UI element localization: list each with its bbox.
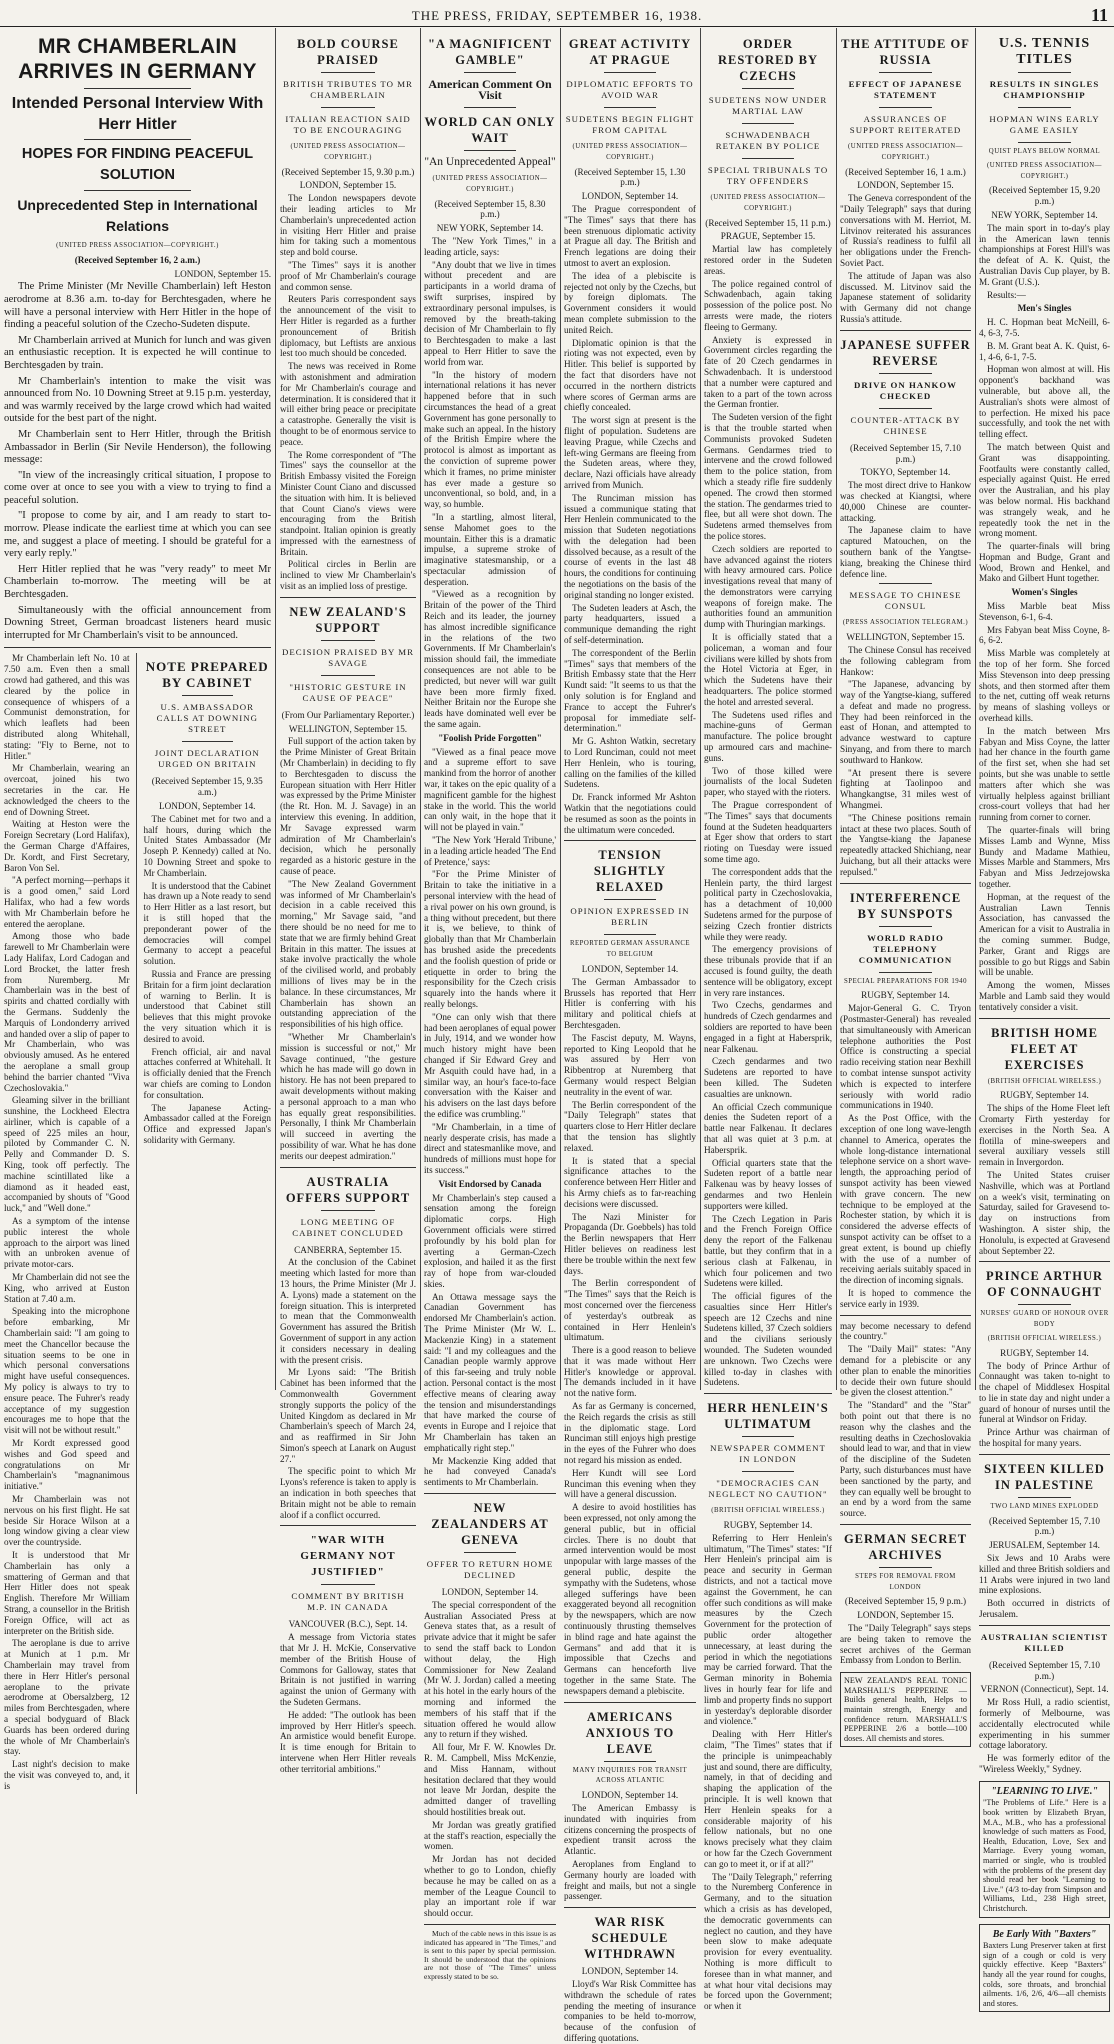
- lead-continuation-column: [4, 653, 130, 1793]
- masthead: [0, 0, 1114, 27]
- story-subheadline: SPECIAL TRIBUNALS TO TRY OFFENDERS: [707, 165, 829, 186]
- cabinet-note-story: [144, 653, 271, 1793]
- article-paragraph: Among those who bade farewell to Mr Chamberlain were Lady Halifax, Lord Cadogan and Lord Brocket, the latter fresh from Nuremberg. Mr Chamberlain was in the best of spirits and chatted cordially with the Germans. Suddenly the Marquis of Londonderry arrived and handed over a slip of paper to Mr Chamberlain, who was obviously amused. As he entered the aeroplane a small group behind the barrier chanted "Viva Czechoslovakia.": [4, 931, 130, 1093]
- dateline: VERNON (Connecticut), Sept. 14.: [980, 1684, 1109, 1695]
- result-line: H. C. Hopman beat McNeill, 6-4, 6-3, 7-5.: [979, 317, 1110, 338]
- article-paragraph: All four, Mr F. W. Knowles Dr. R. M. Campbell, Miss McKenzie, and Miss Hannam, without hesitation declared that they would not leave Mr Jordan, despite the admitted danger of travelling should hostilities break out.: [424, 1742, 556, 1817]
- dateline: WELLINGTON, September 15.: [288, 723, 408, 734]
- story-headline: BOLD COURSE PRAISED: [297, 37, 399, 67]
- article-paragraph: "The Chinese positions remain intact at these two places. South of the Yangtse-kiang the Japanese repeatedly attacked Shichiang, near Juichang, but all their attacks were repulsed.": [840, 812, 971, 877]
- dateline: RUGBY, September 14.: [1000, 1090, 1089, 1101]
- article-paragraph: The American Embassy is inundated with inquiries from citizens concerning the prospects of expedient transit across the Atlantic.: [564, 1802, 696, 1857]
- article-paragraph: "At present there is severe fighting at Taolinpoo and Whangkangtse, 31 miles west of Whangmei.: [840, 767, 971, 811]
- article-paragraph: Major-General G. C. Tryon (Postmaster-General) has revealed that simultaneously with American telephone authorities the Post Office is constructing a special radio receiving station near Bexhill to combat intense sunspot activity which is expected to interfere seriously with world radio communications in 1940.: [840, 1003, 971, 1111]
- received-time: (Received September 15, 9.30 p.m.): [281, 166, 415, 177]
- column-rule: [975, 28, 976, 1390]
- story-subheadline: MANY INQUIRIES FOR TRANSIT ACROSS ATLANTIC: [572, 1766, 688, 1785]
- article-paragraph: The quarter-finals will bring Misses Lamb and Wynne, Miss Bundy and Madame Mathieu, Misses Marble and Stammers, Mrs Fabyan and Miss Jedrzejowska together.: [979, 825, 1110, 889]
- story-subheadline: SPECIAL PREPARATIONS FOR 1940: [844, 977, 967, 985]
- story-subheadline: "DEMOCRACIES CAN NEGLECT NO CAUTION": [708, 1478, 828, 1500]
- service-credit: (UNITED PRESS ASSOCIATION—COPYRIGHT.): [572, 143, 688, 161]
- dateline: LONDON, September 15.: [174, 268, 271, 279]
- article-paragraph: "For the Prime Minister of Britain to take the initiative in a personal interview with the head of a rival power on his own ground, is a thing without precedent, but there it is, we believe, to think of globally than that Mr Chamberlain has brushed aside the precedents and the foolish question of pride or etiquette in order to bring the responsibility for the Czech crisis squarely into the hands where it really belongs.: [424, 869, 556, 1009]
- article-paragraph: The United States cruiser Nashville, which was at Portland on a week's visit, terminating on Saturday, sailed for Gravesend to-day on instructions from Washington. A sister ship, the Honolulu, is expected at Gravesend about September 22.: [979, 1169, 1110, 1256]
- article-paragraph: He added: "The outlook has been improved by Herr Hitler's speech. An armistice would benefit Europe. It is time enough for Britain to intervene when Herr Hitler reveals other territorial ambitions.": [280, 1709, 416, 1774]
- story-subheadline: MESSAGE TO CHINESE CONSUL: [849, 590, 962, 612]
- article-paragraph: Mr Ross Hull, a radio scientist, formerly of Melbourne, was accidentally electrocuted while experimenting in his summer cottage laboratory.: [979, 1697, 1110, 1751]
- dateline: CANBERRA, September 15.: [294, 1244, 402, 1255]
- article-paragraph: The Prague correspondent of "The Times" says that documents found at the Sudeten headquarters at Eger show that orders to start rioting on Tuesday were issued some time ago.: [704, 800, 832, 865]
- article-paragraph: Hopman, at the request of the Australian Lawn Tennis Association, has canvassed the American for a visit to Australia in the coming summer. Budge, Parker, Grant and Riggs are possible to go but Riggs and Sabin will be unable.: [979, 891, 1110, 978]
- lead-body: [4, 281, 271, 642]
- article-paragraph: Two Czechs, gendarmes and hundreds of Czech gendarmes and soldiers are reported to have been engaged in a fight at Habersprik, near Falkenau.: [704, 1000, 832, 1054]
- article-paragraph: Political circles in Berlin are inclined to view Mr Chamberlain's visit as an implied loss of prestige.: [280, 559, 416, 592]
- article-paragraph: The main sport in to-day's play in the American lawn tennis championships at Forest Hill's was the defeat of A. K. Quist, the Australian Davis Cup player, by B. M. Grant (U.S.).: [979, 222, 1110, 287]
- result-line: B. M. Grant beat A. K. Quist, 6-1, 4-6, 6-1, 7-5.: [979, 340, 1110, 362]
- article-paragraph: "The New York 'Herald Tribune,' in a leading article headed 'The End of Pretence,' says:: [424, 835, 556, 867]
- story-headline: THE ATTITUDE OF RUSSIA: [841, 37, 970, 67]
- article-paragraph: Czech soldiers are reported to have advanced against the rioters with heavy armoured cars. Police investigations reveal that many of the demonstrators were carrying weapons of foreign make. The authorities found an ammunition dump with Thuringian markings.: [704, 543, 832, 630]
- column-russia: [840, 30, 971, 1743]
- article-paragraph: "In a startling, almost literal, sense Mahomet goes to the mountain. Either this is a dramatic impulse, a supreme stroke of imaginative statesmanship, or a spectacular admission of desperation.: [424, 511, 556, 587]
- article-paragraph: Martial law has completely restored order in the Sudeten areas.: [704, 244, 832, 276]
- service-credit: (UNITED PRESS ASSOCIATION—COPYRIGHT.): [56, 242, 219, 249]
- column-rule: [700, 28, 701, 1390]
- lead-paragraph: Mr Chamberlain arrived at Munich for lunch and was given an enthusiastic reception. It is expected he will continue to Berchtesgaden by train.: [4, 334, 271, 371]
- story-headline: TENSION SLIGHTLY RELAXED: [593, 848, 667, 895]
- lead-paragraph: Simultaneously with the official announcement from Downing Street, German broadcast listeners heard music interrupted for Mr Chamberlain's visit to be announced.: [4, 604, 271, 641]
- column-rule: [560, 28, 561, 1390]
- article-paragraph: He was formerly editor of the "Wireless Weekly," Sydney.: [979, 1753, 1110, 1775]
- story-subheadline: U.S. AMBASSADOR CALLS AT DOWNING STREET: [156, 702, 258, 735]
- article-paragraph: Russia and France are pressing Britain for a firm joint declaration of warning to Berlin. It is understood that Cabinet still believes that this might provoke the very situation which it is desired to avoid.: [143, 968, 271, 1044]
- article-paragraph: The "Daily Mail" states: "Any demand for a plebiscite or any other plan to enable the minorities to decide their own future should be given the closest attention.": [840, 1344, 971, 1398]
- lead-paragraph: "I propose to come by air, and I am ready to start to-morrow. Please indicate the earliest time at which you can see me, and suggest a place of meeting. I should be grateful for a very early reply.": [4, 510, 271, 560]
- article-paragraph: The idea of a plebiscite is rejected not only by the Czechs, but by foreign diplomats. The Government considers it would mean complete submission to the united Reich.: [564, 270, 696, 335]
- story-subheadline: SUDETENS BEGIN FLIGHT FROM CAPITAL: [565, 114, 695, 135]
- story-subheadline: NURSES' GUARD OF HONOUR OVER BODY: [980, 1310, 1109, 1329]
- article-paragraph: The Sudetens used rifles and machine-guns of German manufacture. The police brought up armoured cars and machine-guns.: [704, 709, 832, 763]
- article-paragraph: The body of Prince Arthur of Connaught was taken to-night to the chapel of Middlesex Hospital to lie in state day and night under a guard of honour of nurses until the funeral at Windsor on Friday.: [979, 1360, 1110, 1425]
- article-paragraph: French official, air and naval attaches conferred at Whitehall. It is officially denied that the French war chiefs are coming to London for consultation.: [143, 1046, 271, 1100]
- story-subheadline: SUDETENS NOW UNDER MARTIAL LAW: [708, 95, 828, 116]
- story-subheadline: OFFER TO RETURN HOME DECLINED: [426, 1559, 554, 1581]
- article-paragraph: The Fascist deputy, M. Wayns, reported to King Leopold that he was assured by Herr von Ribbentrop at Nuremberg that Germany would respect Belgian neutrality in the event of war.: [564, 1032, 696, 1097]
- dateline: WELLINGTON, September 15.: [846, 632, 965, 643]
- article-paragraph: The official figures of the casualties since Herr Hitler's speech are 12 Czechs and nine Sudetens killed, 37 Czech soldiers and the civilians seriously wounded. The Sudeten wounded are unknown. Two Czechs were killed to-day in clashes with Sudetens.: [704, 1291, 832, 1388]
- column-rule: [275, 28, 276, 1390]
- service-credit: (PRESS ASSOCIATION TELEGRAM.): [842, 619, 969, 627]
- article-paragraph: The Runciman mission has issued a communique stating that Herr Henlein communicated to the mission that Sudeten negotiations with the delegation had been dissolved because, as a result of the course of events in the last 48 hours, the conditions for continuing the negotiations on the basis of the original standing no longer existed.: [564, 492, 696, 600]
- story-subheadline: HOPMAN WINS EARLY GAME EASILY: [989, 114, 1100, 135]
- article-paragraph: The "Daily Telegraph" says steps are being taken to remove the secret archives of the German Embassy from London to Berlin.: [840, 1623, 971, 1666]
- received-time: (Received September 15, 9.20 p.m.): [989, 185, 1100, 207]
- article-paragraph: An official Czech communique denies the Sudeten report of a battle near Falkenau. It declares that all was quiet at 3 p.m. at Habersprik.: [704, 1101, 832, 1155]
- lead-subheadline-3: Unprecedented Step in International Relations: [17, 197, 258, 234]
- article-paragraph: A desire to avoid hostilities has been expressed, not only among the general public, but in official circles. There is no doubt that armed intervention would be most unpopular with large masses of the general public, despite the sympathy with the Sudetens, whose alleged sufferings have been exaggerated beyond all recognition by the newspapers, which are now continuously thrusting themselves in blind rage and hate against the Germans" and add that it is impossible that Czechs and Germans can henceforth live together in the same State. The newspapers demand a plebiscite.: [564, 1502, 696, 1696]
- article-paragraph: The Rome correspondent of "The Times" says the counsellor at the British Embassy visited the Foreign Minister Count Ciano and discussed the situation with him. It is believed that Count Ciano's views were encouraging from the British standpoint. Italian opinion is greatly impressed with the earnestness of Britain.: [280, 449, 416, 557]
- article-paragraph: The specific point to which Mr Lyons's reference is taken to apply is an indication in both speeches that Britain might not be able to remain aloof if a conflict occurred.: [280, 1466, 416, 1520]
- article-paragraph: "Any doubt that we live in times without precedent and are participants in a world drama of swift surprises, inspired by extraordinary personal impulses, is removed by the breath-taking decision of Mr Chamberlain to fly to Berchtesgaden to make a last appeal to Herr Hitler to save the world from war.: [424, 259, 556, 367]
- lead-paragraph: Herr Hitler replied that he was "very ready" to meet Mr Chamberlain to-morrow. The meeting will be at Berchtesgaden.: [4, 563, 271, 601]
- dateline: LONDON, September 14.: [441, 1587, 539, 1598]
- article-paragraph: The aeroplane is due to arrive at Munich at 1 p.m. Mr Chamberlain may travel from there in Herr Hitler's personal aeroplane to the private aerodrome at Obersalzberg, 12 miles from Berchtesgaden, where a special bodyguard of Black Guards has been ordered during the whole of Mr Chamberlain's stay.: [4, 1638, 130, 1757]
- article-paragraph: Dr. Franck informed Mr Ashton Watkin that the negotiations could be resumed as soon as the points in the ultimatum were conceded.: [564, 792, 696, 835]
- column-lead-story: [4, 30, 271, 1791]
- article-paragraph: The correspondent of the Berlin "Times" says that members of the British Embassy state that the Herr Kundt said: "It seems to us that the only solution is for England and France to accept the Fuhrer's proposal for immediate self-determination.": [564, 647, 696, 734]
- story-headline: AUSTRALIAN SCIENTIST KILLED: [980, 1631, 1109, 1653]
- ad-title: "LEARNING TO LIVE.": [991, 1785, 1098, 1797]
- article-paragraph: Herr Kundt will see Lord Runciman this evening when they will have a general discussion.: [564, 1467, 696, 1500]
- dateline: NEW YORK, September 14.: [436, 223, 544, 234]
- result-line: Miss Marble beat Miss Stevenson, 6-1, 6-4.: [979, 601, 1110, 622]
- result-line: Mrs Fabyan beat Miss Coyne, 8-6, 6-2.: [979, 624, 1110, 646]
- article-paragraph: "Mr Chamberlain, in a time of nearly desperate crisis, has made a direct and statesmanlike move, and hundreds of millions must hope for its success.": [424, 1121, 556, 1175]
- article-paragraph: Mr Jordan has not decided whether to go to London, chiefly because he may be called on as a member of the League Council to play an important role if war should occur.: [424, 1854, 556, 1919]
- article-paragraph: Dealing with Herr Hitler's claim, "The Times" states that if the principle is unimpeachably just and sound, there are difficulty, namely, in that of deciding and shaping the application of the principle. It is well known that Herr Henlein speaks for a considerable majority of his fellow nationals, but no one knows precisely what they claim or how far the Czech Government can go to meet it, or if at all?": [704, 1729, 832, 1869]
- dateline: RUGBY, September 14.: [723, 1520, 813, 1531]
- column-order-restored: [704, 30, 832, 2012]
- received-time: (Received September 15, 7.10 p.m.): [989, 1659, 1100, 1681]
- story-subheadline: WORLD RADIO TELEPHONY COMMUNICATION: [858, 932, 953, 965]
- article-paragraph: "Viewed as a recognition by Britain of the power of the Third Reich and its leader, the journey has almost incredible significance in the relations of the two Governments. If Mr Chamberlain's mission should fail, the immediate consequences are not able to be predicted, but never will war guilt have been more firmly fixed. Neither Britain nor the Europe she leads have dominated well ever be the same again.: [424, 589, 556, 730]
- article-paragraph: Among the women, Misses Marble and Lamb said they would tentatively consider a visit.: [979, 980, 1110, 1012]
- page-number: 11: [1090, 5, 1108, 25]
- article-paragraph: "Whether Mr Chamberlain's mission is successful or not," Mr Savage continued, "the gesture which he has made will go down in history. He has not been prepared to await developments without making a personal approach to a man who has equally great responsibilities. Personally, I think Mr Chamberlain will succeed in averting the possibility of war. What he has done merits our deepest admiration.": [280, 1031, 416, 1161]
- article-paragraph: Diplomatic opinion is that the rioting was not expected, even by Hitler. This belief is supported by the fact that disorders have not occurred in the northern districts where scores of German arms are chiefly concealed.: [564, 337, 696, 413]
- article-paragraph: "Viewed as a final peace move and a supreme effort to save mankind from the horror of another war, it takes on the epic quality of a magnificent gamble for the highest stake in the world. This the world can only wait, in the hope that it will not be played in vain.": [424, 746, 556, 833]
- article-paragraph: The "New York Times," in a leading article, says:: [424, 235, 556, 257]
- received-time: (Received September 15, 7.10 p.m.): [850, 442, 961, 464]
- article-paragraph: The Japanese Acting-Ambassador called at the Foreign Office and expressed Japan's solidarity with Germany.: [143, 1102, 271, 1145]
- article-paragraph: Gleaming silver in the brilliant sunshine, the Lockheed Electra airliner, which is capable of a speed of 225 miles an hour, piloted by Commander C. N. Pelly and Commander D. S. King, took off perfectly. The machine scintillated like a diamond as it headed east, accompanied by shouts of "Good luck," and "Well done.": [4, 1095, 130, 1214]
- story-subheadline: TWO LAND MINES EXPLODED: [990, 1502, 1099, 1510]
- article-paragraph: The Nazi Minister for Propaganda (Dr. Goebbels) has told the Berlin newspapers that Herr Hitler believes on readiness lest there be trouble within the next few days.: [564, 1211, 696, 1276]
- ad-text: NEW ZEALAND'S REAL TONIC MARSHALL'S PEPPERINE — Builds general health, Helps to maintain strength, Energy and confidence return. MARSHALL'S PEPPERINE 2/6 a bottle—100 doses. All chemists and stores.: [844, 1676, 967, 1743]
- article-paragraph: "One can only wish that there had been aeroplanes of equal power in July, 1914, and we wonder how much history might have been changed if Sir Edward Grey and Mr Asquith could have had, in a similar way, an hour's face-to-face conversation with the Kaiser and his advisers on the last days before the edifice was crumbling.": [424, 1011, 556, 1119]
- story-headline: GERMAN SECRET ARCHIVES: [843, 1531, 968, 1562]
- column-bold-course: [280, 30, 416, 1774]
- service-credit: (BRITISH OFFICIAL WIRELESS.): [987, 1077, 1102, 1085]
- service-credit: (BRITISH OFFICIAL WIRELESS.): [711, 1507, 825, 1515]
- dateline: TOKYO, September 14.: [860, 467, 951, 478]
- article-paragraph: The Geneva correspondent of the "Daily Telegraph" says that during conversations with M. Herriot, M. Litvinov reiterated his assurances of Russia's readiness to fulfil all her obligations under the French-Soviet Pact.: [840, 193, 971, 268]
- article-paragraph: As a symptom of the intense public interest the whole approach to the airport was lined with an unbroken avenue of private motor-cars.: [4, 1216, 130, 1270]
- article-paragraph: The quarter-finals will bring Hopman and Budge, Grant and Wood, Brown and Henkel, and Mako and Gilbert Hunt together.: [979, 541, 1110, 584]
- story-headline: WORLD CAN ONLY WAIT: [424, 115, 556, 145]
- service-credit: (BRITISH OFFICIAL WIRELESS.): [987, 1334, 1102, 1342]
- story-headline: HERR HENLEIN'S ULTIMATUM: [707, 1401, 829, 1432]
- story-subheadline: American Comment On Visit: [428, 77, 552, 102]
- article-paragraph: Czech gendarmes and two Sudetens are reported to have been killed. The Sudeten casualties are unknown.: [704, 1056, 832, 1099]
- article-paragraph: Both occurred in districts of Jerusalem.: [979, 1598, 1110, 1620]
- article-paragraph: The worst sign at present is the flight of population. Sudetens are leaving Prague, while Czechs and left-wing Germans are fleeing from the Sudeten areas, where they, declare, Nazi officials have already arrived from Munich.: [564, 415, 696, 490]
- article-paragraph: Last night's decision to make the visit was conveyed to, and, it is: [4, 1759, 130, 1791]
- lead-subheadline-2: HOPES FOR FINDING PEACEFUL SOLUTION: [21, 146, 254, 183]
- story-subheadline: LONG MEETING OF CABINET CONCLUDED: [292, 1216, 404, 1238]
- article-paragraph: It is hoped to commence the service early in 1939.: [840, 1287, 971, 1309]
- article-paragraph: Mr G. Ashton Watkin, secretary to Lord Runciman, could not meet Herr Henlein, who is touring, calling on the families of the killed Sudetens.: [564, 736, 696, 790]
- story-subheadline: JOINT DECLARATION URGED ON BRITAIN: [154, 748, 260, 770]
- article-paragraph: The Sudeten version of the fight is that the trouble started when Communists provoked Sudeten Germans. Gendarmes tried to intervene and the crowd followed them to the police station, from which a steady rifle fire suddenly opened. The crowd then stormed the station. The gendarmes tried to flee, but all were shot down. The Sudetens armed themselves from the police stores.: [704, 412, 832, 541]
- article-paragraph: Miss Marble was completely at the top of her form. She forced Miss Stevenson into deep pressing shots, and then stormed after them to the net, cutting off weak returns by means of slashing volleys or overhead kills.: [979, 648, 1110, 724]
- story-subheadline: RESULTS IN SINGLES CHAMPIONSHIP: [989, 79, 1100, 100]
- article-paragraph: It is stated that a special significance attaches to the conference between Herr Hitler and his Army chiefs as to far-reaching decisions were discussed.: [564, 1155, 696, 1209]
- ad-title: Be Early With "Baxters": [992, 1928, 1097, 1940]
- article-paragraph: Mr Chamberlain did not see the King, who arrived at Euston Station at 7.40 a.m.: [4, 1272, 130, 1304]
- story-subheadline: COUNTER-ATTACK BY CHINESE: [850, 414, 961, 436]
- story-headline: ORDER RESTORED BY CZECHS: [717, 37, 819, 83]
- story-headline: "WAR WITH GERMANY NOT JUSTIFIED": [300, 1534, 396, 1579]
- article-paragraph: At the conclusion of the Cabinet meeting which lasted for more than 13 hours, the Prime Minister (Mr J. A. Lyons) made a statement on the foreign situation. This is interpreted to mean that the Commonwealth Government has assured the British Government of support in any action it considers necessary in dealing with the present crisis.: [280, 1257, 416, 1365]
- dateline: LONDON, September 14.: [581, 1966, 679, 1977]
- article-paragraph: "A perfect morning—perhaps it is a good omen," said Lord Halifax, who had a few words with Mr Chamberlain before he entered the aeroplane.: [4, 875, 130, 929]
- article-paragraph: The most direct drive to Hankow was checked at Kiangtsi, where 40,000 Chinese are counter-attacking.: [840, 480, 971, 523]
- article-paragraph: Reuters Paris correspondent says the announcement of the visit to Herr Hitler is regarded as a further pronouncement of British diplomacy, but Leftists are anxious lest too much should be conceded.: [280, 294, 416, 359]
- section-subhead: Visit Endorsed by Canada: [438, 1178, 542, 1189]
- dateline: LONDON, September 15.: [299, 180, 397, 191]
- dateline: LONDON, September 15.: [857, 1610, 954, 1621]
- article-paragraph: The news was received in Rome with astonishment and admiration for Mr Chamberlain's courage and determination. It is considered that it will either bring peace or precipitate a catastrophe. Generally the visit is thought to be of enormous service to peace.: [280, 361, 416, 447]
- received-time: (Received September 16, 2 a.m.): [74, 254, 201, 265]
- dateline: LONDON, September 14.: [581, 964, 679, 974]
- column-prague: [564, 30, 696, 2043]
- received-time: (Received September 15, 9 p.m.): [844, 1596, 967, 1607]
- article-paragraph: Anxiety is expressed in Government circles regarding the fate of 20 Czech gendarmes in Schwadenbach. It is understood that a number were captured and taken to a part of the town across the German frontier.: [704, 334, 832, 410]
- article-paragraph: The Czech Legation in Paris and the French Foreign Office deny the report of the Falkenau battle, but they confirm that in a serious clash at Falkenau, in which four policemen and two Sudetens were killed.: [704, 1213, 832, 1289]
- article-paragraph: Two of those killed were journalists of the local Sudeten paper, who stayed with the rioters.: [704, 765, 832, 798]
- article-paragraph: "The Japanese, advancing by way of the Yangtse-kiang, suffered a defeat and made no progress. They had been reinforced in the east of Honan, and attempted to advance westward to capture Sinyang, and from there to march southward to Hankow.: [840, 679, 971, 765]
- article-paragraph: It is understood that the Cabinet has drawn up a Note ready to send to Herr Hitler as a last resort, but it is still hoped that the preponderant power of the democracies will compel Germany to accept a peaceful solution.: [143, 880, 271, 967]
- story-headline: PRINCE ARTHUR OF CONNAUGHT: [985, 1269, 1104, 1300]
- story-headline: WAR RISK SCHEDULE WITHDRAWN: [584, 1915, 676, 1962]
- received-time: (Received September 15, 9.35 a.m.): [151, 776, 263, 798]
- article-paragraph: In the match between Mrs Fabyan and Miss Coyne, the latter had her chance in the fourth game of the first set, when she had set points, but she was unable to settle matters after which she was virtually helpless against brilliant cross-court volleys that had her running from corner to corner.: [979, 725, 1110, 823]
- article-paragraph: An Ottawa message says the Canadian Government has endorsed Mr Chamberlain's action. The Prime Minister (Mr W. L. Mackenzie King) in a statement said: "I and my colleagues and the Canadian people warmly approve of this far-seeing and truly noble action. Personal contact is the most effective means of clearing away the tension and misunderstandings that have marked the course of events in Europe and I rejoice that Mr Chamberlain has taken an emphatically right step.": [424, 1291, 556, 1453]
- story-headline: "A MAGNIFICENT GAMBLE": [427, 37, 553, 67]
- dateline: NEW YORK, September 14.: [991, 209, 1098, 220]
- results-heading: Men's Singles: [1017, 303, 1072, 314]
- story-headline: GREAT ACTIVITY AT PRAGUE: [568, 37, 692, 67]
- article-paragraph: The special correspondent of the Australian Associated Press at Geneva states that, as a result of private advice that it might be safer to send the staff back to London without delay, the High Commissioner for New Zealand (Mr W. J. Jordan) called a meeting at his hotel in the early hours of the morning and informed the members of his staff that if the situation offered he would allow any to return if they wished.: [424, 1599, 556, 1740]
- received-time: (Received September 15, 11 p.m.): [705, 217, 831, 228]
- article-paragraph: As the Post Office, with the exception of one long wave-length channel to America, operates the whole long-distance international telephone service on a short wave-length, the approaching period of sunspot activity has been viewed with grave concern. The new technique to be employed at the Rochester station, by which it is considered the adverse effects of sunspot activity can be offset to a great extent, is bound up chiefly with the use of a number of receiving aerials suitably spaced in the direction of incoming signals.: [840, 1113, 971, 1286]
- story-subheadline: "HISTORIC GESTURE IN CAUSE OF PEACE": [289, 681, 407, 703]
- story-subheadline: COMMENT BY BRITISH M.P. IN CANADA: [291, 1591, 405, 1613]
- column-magnificent-gamble: [424, 30, 556, 1981]
- story-subheadline: DECISION PRAISED BY MR SAVAGE: [282, 646, 414, 668]
- received-time: (Received September 15, 8.30 p.m.): [434, 198, 546, 220]
- dateline: RUGBY, September 14.: [861, 990, 950, 1001]
- newspaper-masthead-title: THE PRESS, FRIDAY, SEPTEMBER 16, 1938.: [411, 8, 703, 23]
- article-paragraph: The police regained control of Schwadenbach, again taking possession of the police post. No arrests were made, the rioters fleeing to Germany.: [704, 278, 832, 332]
- dateline: VANCOUVER (B.C.), Sept. 14.: [288, 1619, 408, 1630]
- received-time: (Received September 16, 1 a.m.): [845, 166, 966, 177]
- article-paragraph: Six Jews and 10 Arabs were killed and three British soldiers and 11 Arabs were injured in two land mine explosions.: [979, 1553, 1110, 1596]
- story-subheadline: DIPLOMATIC EFFORTS TO AVOID WAR: [566, 79, 694, 100]
- dateline: LONDON, September 14.: [159, 801, 256, 812]
- story-subheadline: OPINION EXPRESSED IN BERLIN: [570, 906, 690, 928]
- article-paragraph: Mr Chamberlain's step caused a sensation among the foreign diplomatic corps. High Government officials were stirred profoundly by his bold plan for averting a German-Czech explosion, and hailed it as the first ray of hope from war-clouded skies.: [424, 1192, 556, 1289]
- lead-subheadline: Intended Personal Interview With Herr Hitler: [11, 95, 264, 133]
- article-paragraph: Results:—: [987, 289, 1026, 300]
- article-paragraph: Full support of the action taken by the Prime Minister of Great Britain (Mr Chamberlain) in deciding to fly to Berchtesgaden to discuss the European situation with Herr Hitler was expressed by the Prime Minister (the Rt. Hon. M. J. Savage) in an interview this evening. In addition, Mr Savage expressed warm admiration of Mr Chamberlain's decision, which he personally regarded as a historic gesture in the cause of peace.: [280, 736, 416, 877]
- article-paragraph: Lloyd's War Risk Committee has withdrawn the schedule of rates pending the meeting of insurance companies to be held to-morrow, because of the confusion of differing quotations.: [564, 1978, 696, 2043]
- article-paragraph: The Berlin correspondent of the "Daily Telegraph" states that quarters close to Herr Hitler declare that the tension has slightly relaxed.: [564, 1099, 696, 1153]
- advertisement: [979, 1924, 1110, 2013]
- lead-paragraph: The Prime Minister (Mr Neville Chamberlain) left Heston aerodrome at 8.36 a.m. to-day for Berchtesgaden, where he will have a personal interview with Herr Hitler in the hope of finding a peaceful solution of the Czecho-Sudeten dispute.: [4, 281, 271, 331]
- column-rule: [836, 28, 837, 1390]
- lead-paragraph: Mr Chamberlain sent to Herr Hitler, through the British Ambassador in Berlin (Sir Nevile Henderson), the following message:: [4, 428, 271, 466]
- footnote: Much of the cable news in this issue is as indicated has appeared in "The Times," and is sent to this paper by special permission. It should be understood that the opinions are not those of "The Times" unless expressly stated to be so.: [424, 1928, 556, 1981]
- article-paragraph: Mr Chamberlain left No. 10 at 7.50 a.m. Even then a small crowd had gathered, and this was cleared by the police in consequence of whispers of a Communist demonstration, for which leaflets had been distributed along Whitehall, stating: "Fly to Berne, not to Hitler.": [4, 653, 130, 761]
- story-headline: JAPANESE SUFFER REVERSE: [840, 337, 971, 368]
- dateline: JERUSALEM, September 14.: [989, 1540, 1100, 1551]
- service-credit: (UNITED PRESS ASSOCIATION—COPYRIGHT.): [710, 194, 826, 212]
- story-headline: NEW ZEALAND'S SUPPORT: [289, 604, 407, 635]
- dateline: LONDON, September 14.: [581, 191, 679, 202]
- article-paragraph: Mr Jordan was greatly gratified at the staff's reaction, especially the women.: [424, 1819, 556, 1852]
- article-paragraph: The German Ambassador to Brussels has reported that Herr Hitler is conferring with his military and political chiefs at Berchtesgaden.: [564, 976, 696, 1030]
- article-paragraph: Prince Arthur was chairman of the hospital for many years.: [979, 1427, 1110, 1449]
- article-paragraph: The Sudeten leaders at Asch, the party headquarters, issued a communique demanding the right of self-determination.: [564, 602, 696, 646]
- article-paragraph: Hopman won almost at will. His opponent's backhand was vulnerable, but above all, the Australian's shots were almost of to perfection. He mixed his pace successfully, and took the net with telling effect.: [979, 364, 1110, 440]
- article-paragraph: The correspondent adds that the Henlein party, the third largest political party in Czechoslovakia, has a detachment of 10,000 Sudetens armed for the purpose of seizing Czech frontier districts while they were ready.: [704, 866, 832, 942]
- article-paragraph: Mr Lyons said: "The British Cabinet has been informed that the Commonwealth Government strongly supports the policy of the United Kingdom as declared in Mr Chamberlain's speech of March 24, and as reaffirmed in Sir John Simon's speech at Lanark on August 27.": [280, 1367, 416, 1464]
- article-paragraph: The match between Quist and Grant was disappointing. Footfaults were constantly called, especially against Quist. He erred over the Australian, and his play was below normal. His backhand was strangely weak, and he repeatedly took the net in the wrong moment.: [979, 441, 1110, 539]
- article-paragraph: Waiting at Heston were the Foreign Secretary (Lord Halifax), the German Charge d'Affaires, Dr. Kordt, and First Secretary, Baron Von Sel.: [4, 819, 130, 873]
- article-paragraph: The attitude of Japan was also discussed. M. Litvinov said the Japanese statement of solidarity with Germany did not change Russia's attitude.: [840, 270, 971, 324]
- advertisement: [979, 1781, 1110, 1918]
- received-time: (Received September 15, 7.10 p.m.): [989, 1515, 1100, 1537]
- story-headline: AUSTRALIA OFFERS SUPPORT: [285, 1174, 411, 1205]
- section-subhead: "Foolish Pride Forgotten": [438, 732, 542, 743]
- article-paragraph: Mr Kordt expressed good wishes and God speed and congratulations on Mr Chamberlain's "magnanimous initiative.": [4, 1438, 130, 1492]
- article-paragraph: Aeroplanes from England to Germany hourly are loaded with freight and mails, but not a single passenger.: [564, 1858, 696, 1902]
- story-headline: AMERICANS ANXIOUS TO LEAVE: [585, 1709, 675, 1756]
- article-paragraph: The ships of the Home Fleet left Cromarty Firth yesterday for exercises in the North Sea. A flotilla of mine-sweepers and several auxiliary vessels still remain in Invergordon.: [979, 1103, 1110, 1168]
- dateline: RUGBY, September 14.: [1000, 1347, 1089, 1358]
- story-headline: INTERFERENCE BY SUNSPOTS: [849, 890, 962, 921]
- story-headline: BRITISH HOME FLEET AT EXERCISES: [991, 1025, 1098, 1072]
- article-paragraph: The emergency provisions of these tribunals provide that if an accused is found guilty, the death sentence will be obligatory, except in very rare instances.: [704, 944, 832, 998]
- article-paragraph: The Chinese Consul has received the following cablegram from Hankow:: [840, 644, 971, 677]
- article-paragraph: Speaking into the microphone before embarking, Mr Chamberlain said: "I am going to meet the Chancellor because the situation seems to be one in which personal conversations might have useful consequences. My policy is always to try to ensure peace. The Fuhrer's ready acceptance of my suggestion encourages me to hope that the visit will not be without result.": [4, 1306, 130, 1436]
- ad-text: "The Problems of Life." Here is a book written by Elizabeth Bryan, M.A., M.B., who has a professional knowledge of such matters as Food, Health, Education, Love, Sex and Marriage. Every young woman, married or single, who is troubled with the problems of the present day should read her book "Learning to Live." (4/3 to-day from Simpson and Williams, Ltd., 238 High street, Christchurch.: [983, 1798, 1106, 1913]
- lead-paragraph: "In view of the increasingly critical situation, I propose to come over at once to see you with a view to trying to find a peaceful solution.: [4, 469, 271, 506]
- article-paragraph: A message from Victoria states that Mr J. H. McKie, Conservative member of the British House of Commons for Galloway, states that Britain is not justified in warring against the union of Germany with the Sudeten Germans.: [280, 1632, 416, 1708]
- story-subheadline: ITALIAN REACTION SAID TO BE ENCOURAGING: [285, 114, 411, 135]
- story-headline: SIXTEEN KILLED IN PALESTINE: [984, 1461, 1105, 1492]
- article-paragraph: The "Daily Telegraph," referring to the Nuremberg Conference in Germany, and to the situation which a crisis as has developed, the democratic governments can neglect no caution, and they have been slow to make adequate provision for every eventuality. Nothing is more difficult to foresee than in what manner, and at what hour vital decisions may be forced upon the Government; or when it: [704, 1871, 832, 2012]
- story-headline: NOTE PREPARED BY CABINET: [145, 659, 269, 691]
- article-paragraph: As far as Germany is concerned, the Reich regards the crisis as still in the diplomatic stage. Lord Runciman still enjoys high prestige in the eyes of the Fuhrer who does not regard his mission as ended.: [564, 1401, 696, 1466]
- story-subheadline: STEPS FOR REMOVAL FROM LONDON: [855, 1572, 956, 1591]
- service-credit: (UNITED PRESS ASSOCIATION—COPYRIGHT.): [848, 143, 963, 161]
- article-paragraph: may become necessary to defend the country.": [840, 1320, 971, 1342]
- story-subheadline: ASSURANCES OF SUPPORT REITERATED: [849, 114, 962, 135]
- service-credit: (UNITED PRESS ASSOCIATION—COPYRIGHT.): [987, 161, 1102, 180]
- story-headline: U.S. TENNIS TITLES: [998, 36, 1091, 67]
- lead-headline: MR CHAMBERLAIN ARRIVES IN GERMANY: [18, 35, 257, 83]
- dateline: LONDON, September 15.: [857, 180, 954, 191]
- column-tennis: [979, 30, 1110, 2008]
- ad-text: Baxters Lung Preserver taken at first sign of a cough or cold is very quickly effective. Keep "Baxters" handy all the year round for coughs, colds, sore throats, and bronchial ailments. 1/6, 2/6, 4/6—all chemists and stores.: [983, 1941, 1106, 2008]
- article-paragraph: Mr Chamberlain, wearing an overcoat, joined his two secretaries in the car. He acknowledged the cheers to the end of Downing Street.: [4, 763, 130, 817]
- article-paragraph: "In the history of modern international relations it has never happened before that in such circumstances the head of a great Government has gone personally to make such an appeal. In the history of the British Empire where the protocol is almost as important as the conviction of supreme power which it frames, no prime minister has ever made a gesture so unconventional, so bold, and, in a way, so humble.: [424, 369, 556, 510]
- article-paragraph: It is officially stated that a policeman, a woman and four civilians were killed by shots from the Hotel Victoria at Eger, in which the Sudetens have their headquarters. The police stormed the hotel and arrested several.: [704, 632, 832, 707]
- story-subheadline: REPORTED GERMAN ASSURANCE TO BELGIUM: [569, 940, 691, 959]
- story-subheadline: NEWSPAPER COMMENT IN LONDON: [710, 1443, 826, 1465]
- story-subheadline: EFFECT OF JAPANESE STATEMENT: [848, 79, 963, 100]
- received-time: (Received September 15, 1.30 p.m.): [574, 166, 686, 188]
- story-subheadline: SCHWADENBACH RETAKEN BY POLICE: [715, 130, 821, 151]
- story-subheadline: QUIST PLAYS BELOW NORMAL: [988, 148, 1101, 155]
- article-paragraph: Mr Mackenzie King added that he had conveyed Canada's sentiments to Mr Chamberlain.: [424, 1455, 556, 1488]
- article-paragraph: The "Standard" and the "Star" both point out that there is no reason why the clashes and the resulting deaths in Czechoslovakia should lead to war, and that in view of the discipline of the Sudeten Party, such disturbances must have been sanctioned by the party, and they can equally well be brought to an end by a word from the same source.: [840, 1400, 971, 1519]
- service-credit: (UNITED PRESS ASSOCIATION—COPYRIGHT.): [432, 175, 548, 193]
- lead-paragraph: Mr Chamberlain's intention to make the visit was announced from No. 10 Downing Street at 9.15 p.m. yesterday, and was warmly received by the large crowd which had waited outside for the best part of the night.: [4, 375, 271, 425]
- article-paragraph: Referring to Herr Henlein's ultimatum, "The Times" states: "If Herr Henlein's principal aim is peace and security in German districts, and not a tactical move against the Government, he can offer such conditions as will make measures by the Czech Government for the protection of public order altogether unnecessary, at least during the period in which the negotiations may be carried forward. That the German minority in Bohemia lives in hourly fear for life and limb and property finds no support in yesterday's deplorable disorder and violence.": [704, 1532, 832, 1727]
- column-rule: [420, 28, 421, 1390]
- article-paragraph: "The New Zealand Government was informed of Mr Chamberlain's decision in a cable received this morning," Mr Savage said, "and there should be no need for me to state that we are firmly behind Great Britain in this matter. The issues at stake involve practically the whole of the civilised world, and probably millions of lives may be in the balance. In these circumstances, Mr Chamberlain has shown an outstanding appreciation of the responsibilities of his high office.: [280, 878, 416, 1030]
- dateline: PRAGUE, September 15.: [720, 231, 816, 242]
- article-paragraph: There is a good reason to believe that it was made without Herr Hitler's knowledge or approval. The demands included in it have not the native form.: [564, 1345, 696, 1399]
- story-headline: NEW ZEALANDERS AT GENEVA: [431, 1501, 549, 1548]
- article-paragraph: The Japanese claim to have captured Matouchen, on the southern bank of the Yangtse-kiang, breaking the Chinese third defence line.: [840, 525, 971, 579]
- article-paragraph: Mr Chamberlain was not nervous on his first flight. He sat beside Sir Horace Wilson at a long window giving a clear view over the countryside.: [4, 1493, 130, 1548]
- service-credit: (UNITED PRESS ASSOCIATION—COPYRIGHT.): [290, 143, 406, 161]
- article-paragraph: The Prague correspondent of "The Times" says that there has been strenuous diplomatic activity at Prague all day. The British and French legations are doing their utmost to avert an explosion.: [564, 203, 696, 268]
- article-paragraph: The Berlin correspondent of "The Times" says that the Reich is most concerned over the fierceness of yesterday's outbreak as contained in Herr Henlein's ultimatum.: [564, 1278, 696, 1343]
- story-subheadline: BRITISH TRIBUTES TO MR CHAMBERLAIN: [283, 79, 413, 100]
- advertisement: [840, 1672, 971, 1747]
- article-paragraph: The Cabinet met for two and a half hours, during which the United States Ambassador (Mr Joseph P. Kennedy) called at No. 10 Downing Street and spoke to Mr Chamberlain.: [143, 813, 271, 878]
- results-heading: Women's Singles: [1011, 587, 1078, 598]
- dateline: LONDON, September 14.: [581, 1790, 679, 1801]
- article-paragraph: The London newspapers devote their leading articles to Mr Chamberlain's unprecedented action in visiting Herr Hitler and praise him for taking such a momentous step and bold course.: [280, 193, 416, 258]
- story-subheadline: DRIVE ON HANKOW CHECKED: [854, 379, 957, 401]
- story-subheadline: "An Unprecedented Appeal": [424, 156, 556, 168]
- received-time: (From Our Parliamentary Reporter.): [281, 709, 415, 720]
- article-paragraph: "The Times" says it is another proof of Mr Chamberlain's courage and common sense.: [280, 259, 416, 292]
- article-paragraph: Official quarters state that the Sudeten report of a battle near Falkenau was by heavy losses of gendarmes and two Henlein supporters were killed.: [704, 1157, 832, 1211]
- article-paragraph: It is understood that Mr Chamberlain has only a smattering of German and that Herr Hitler does not speak English. Therefore Mr William Strang, a counsellor in the British Foreign Office, will act as interpreter on the British side.: [4, 1549, 130, 1636]
